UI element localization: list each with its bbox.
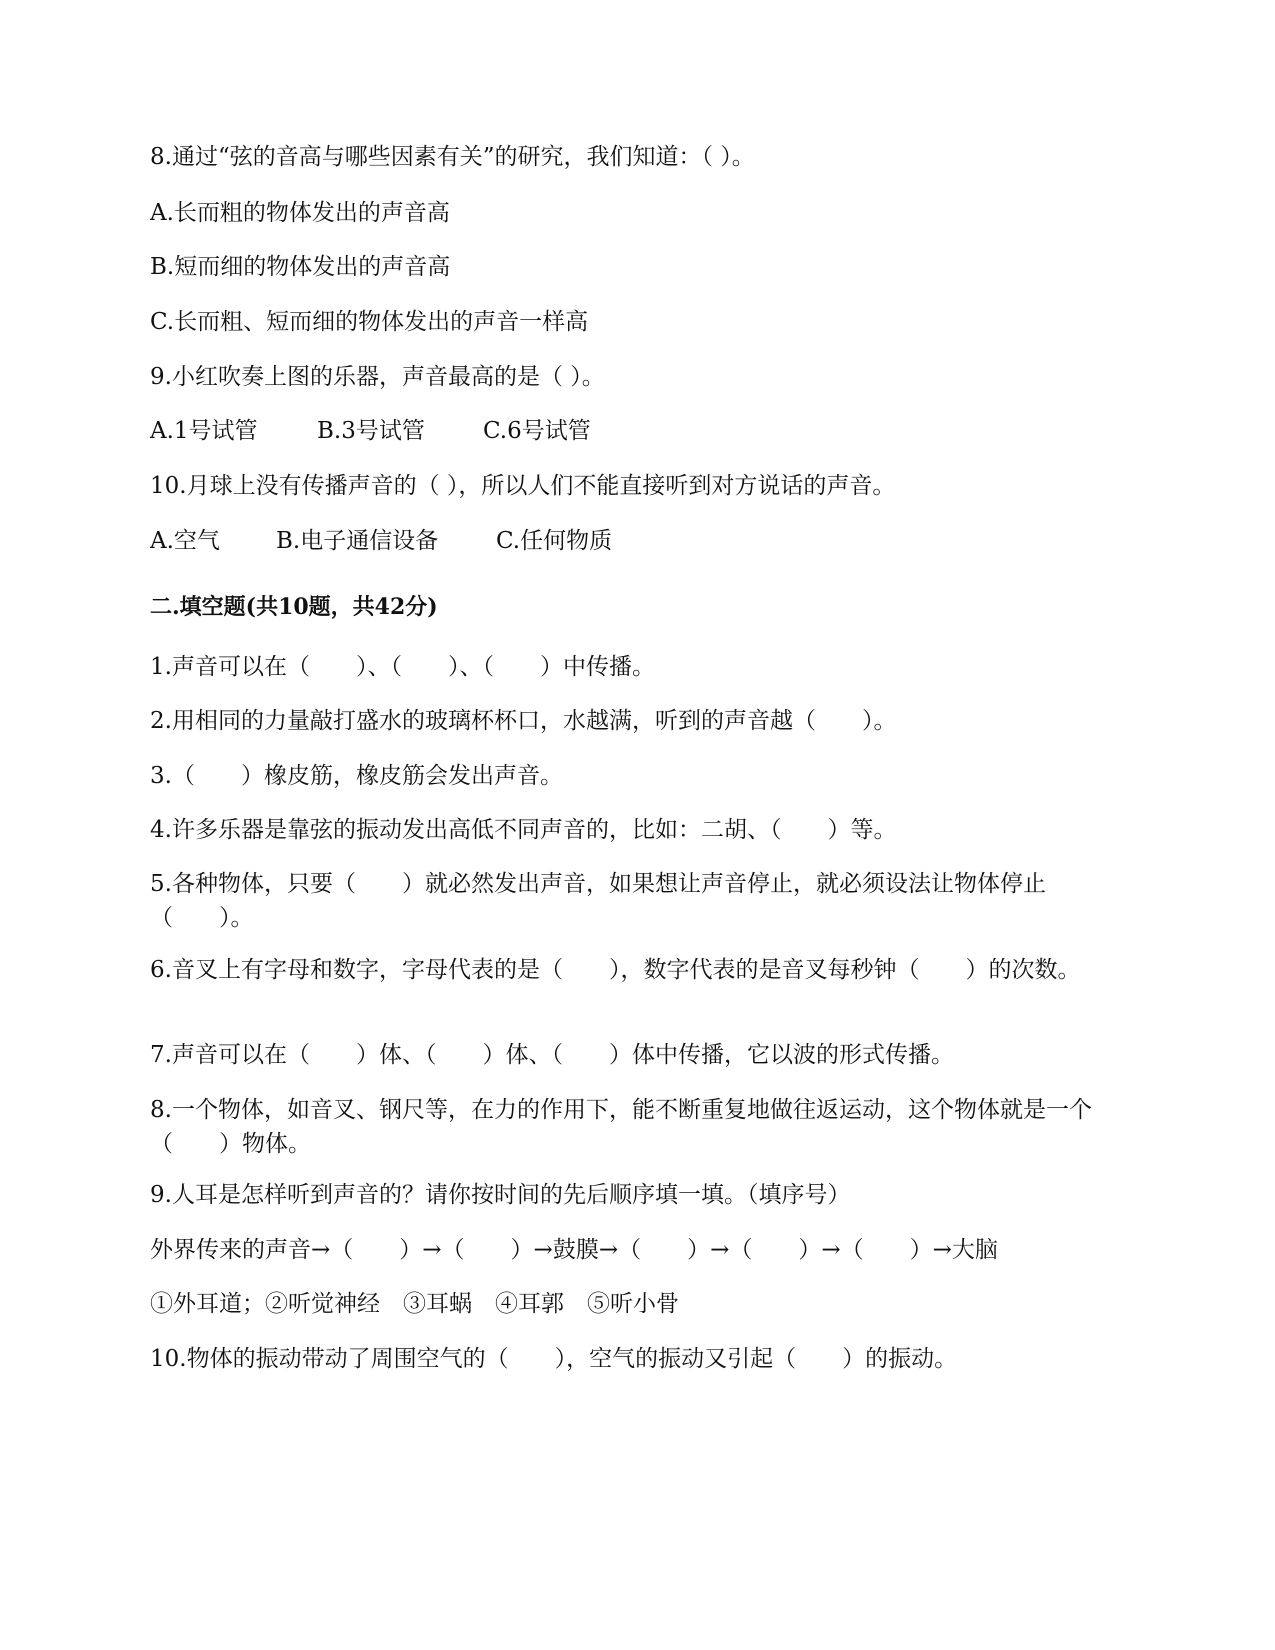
q8-option-b: B.短而细的物体发出的声音高	[150, 254, 451, 280]
fill-item-10: 10.物体的振动带动了周围空气的（ ），空气的振动又引起（ ）的振动。	[150, 1346, 958, 1372]
fill-item-9-choices: ①外耳道；②听觉神经 ③耳蜗 ④耳郭 ⑤听小骨	[150, 1291, 679, 1317]
fill-item-8: 8.一个物体，如音叉、钢尺等，在力的作用下，能不断重复地做往返运动，这个物体就是一个（ ）物体。	[150, 1097, 1092, 1157]
q8-option-c: C.长而粗、短而细的物体发出的声音一样高	[150, 309, 589, 335]
q10-options	[150, 524, 612, 558]
fill-item-5: 5.各种物体，只要（ ）就必然发出声音，如果想让声音停止，就必须设法让物体停止（ ）。	[150, 871, 1046, 931]
fill-item-3: 3.（ ）橡皮筋，橡皮筋会发出声音。	[150, 763, 563, 789]
fill-item-6: 6.音叉上有字母和数字，字母代表的是（ ），数字代表的是音叉每秒钟（ ）的次数。	[150, 957, 1081, 983]
fill-item-1: 1.声音可以在（ ）、（ ）、（ ）中传播。	[150, 654, 655, 680]
fill-item-4: 4.许多乐器是靠弦的振动发出高低不同声音的，比如：二胡、（ ）等。	[150, 817, 897, 843]
q10-question: 10.月球上没有传播声音的（ ），所以人们不能直接听到对方说话的声音。	[150, 473, 896, 499]
q9-option-c: C.6号试管	[483, 418, 591, 444]
q8-option-a: A.长而粗的物体发出的声音高	[150, 200, 450, 226]
q9-question: 9.小红吹奏上图的乐器，声音最高的是（ ）。	[150, 364, 605, 390]
q10-option-a: A.空气	[150, 528, 220, 554]
q9-option-a: A.1号试管	[150, 418, 258, 444]
q9-options	[150, 414, 591, 448]
section-heading: 二.填空题(共10题，共42分)	[150, 594, 438, 620]
q8-question: 8.通过“弦的音高与哪些因素有关”的研究，我们知道：（ ）。	[150, 144, 755, 170]
q10-option-b: B.电子通信设备	[276, 528, 439, 554]
fill-item-7: 7.声音可以在（ ）体、（ ）体、（ ）体中传播，它以波的形式传播。	[150, 1042, 954, 1068]
fill-item-9-sequence: 外界传来的声音→（ ）→（ ）→鼓膜→（ ）→（ ）→（ ）→大脑	[150, 1237, 998, 1263]
fill-item-9: 9.人耳是怎样听到声音的？请你按时间的先后顺序填一填。（填序号）	[150, 1182, 851, 1208]
q10-option-c: C.任何物质	[496, 528, 613, 554]
fill-item-2: 2.用相同的力量敲打盛水的玻璃杯杯口，水越满，听到的声音越（ ）。	[150, 708, 897, 734]
q9-option-b: B.3号试管	[317, 418, 425, 444]
